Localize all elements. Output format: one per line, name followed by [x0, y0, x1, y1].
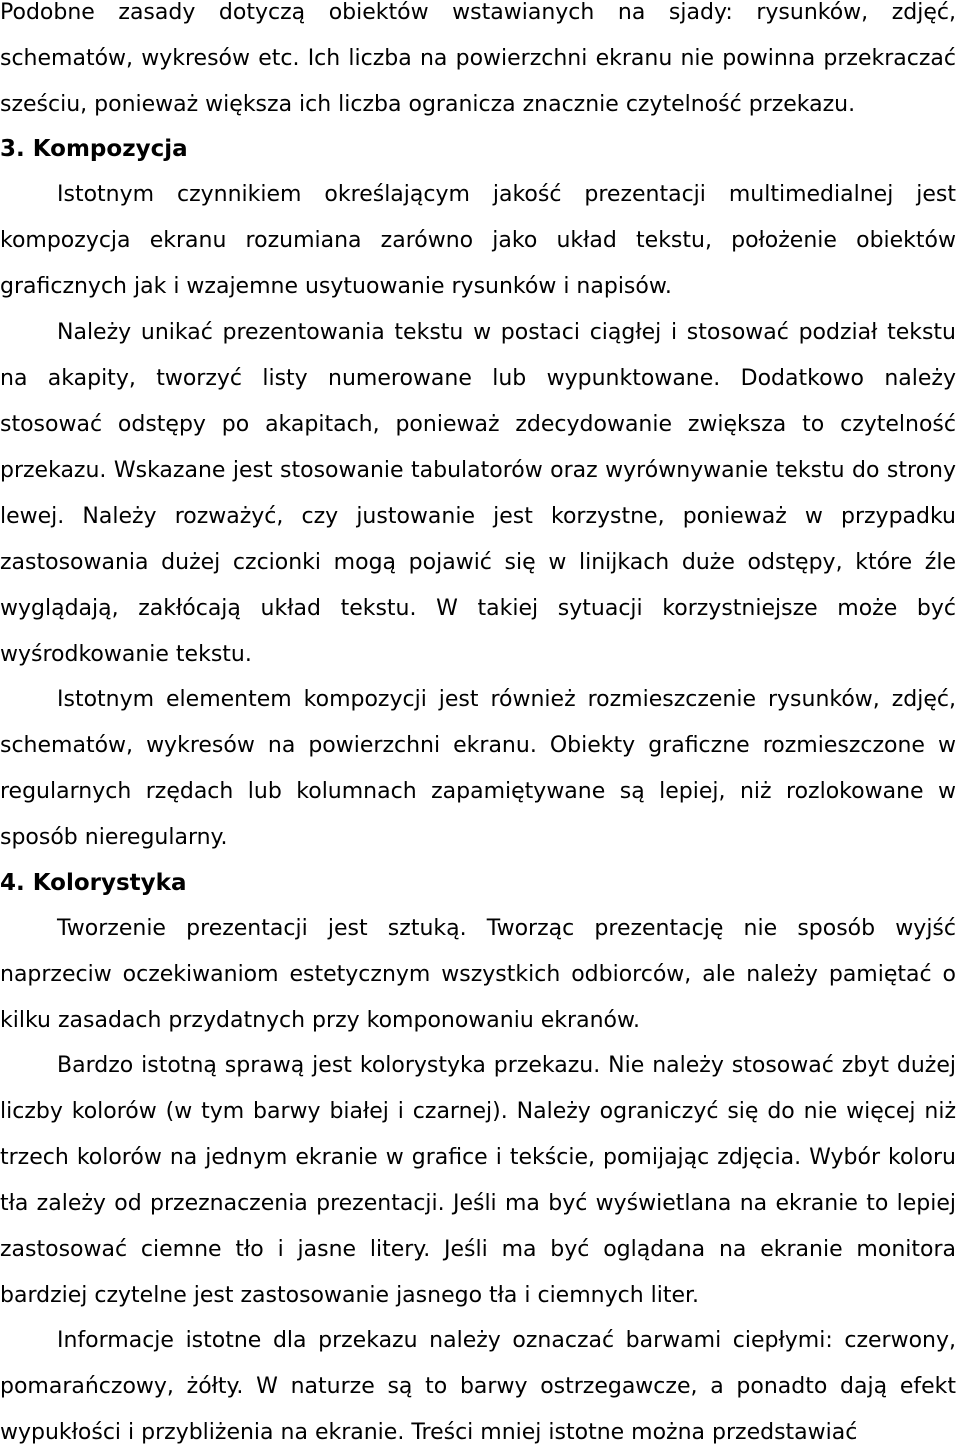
paragraph-kolorystyka-1: Tworzenie prezentacji jest sztuką. Tworząc prezentację nie sposób wyjść naprzeciw oczekiwaniom estetycznym wszystkich odbiorców, ale należy pamiętać o kilku zasadach przydatnych przy komponowaniu ekranów.: [0, 916, 956, 1033]
section-heading-kolorystyka: 4. Kolorystyka: [0, 870, 187, 896]
intro-paragraph: Podobne zasady dotyczą obiektów wstawianych na sjady: rysunków, zdjęć, schematów, wykresów etc. Ich liczba na powierzchni ekranu nie powinna przekraczać sześciu, ponieważ większa ich liczba ogranicza znacznie czytelność przekazu.: [0, 0, 956, 117]
paragraph-kolorystyka-3: Informacje istotne dla przekazu należy oznaczać barwami ciepłymi: czerwony, pomarańczowy, żółty. W naturze są to barwy ostrzegawcze, a ponadto dają efekt wypukłości i przybliżenia na ekranie. Treści mniej istotne można przedstawiać: [0, 1328, 956, 1445]
paragraph-kompozycja-3: Istotnym elementem kompozycji jest również rozmieszczenie rysunków, zdjęć, schematów, wykresów na powierzchni ekranu. Obiekty graficzne rozmieszczone w regularnych rzędach lub kolumnach zapamiętywane są lepiej, niż rozlokowane w sposób nieregularny.: [0, 687, 956, 850]
paragraph-kolorystyka-2: Bardzo istotną sprawą jest kolorystyka przekazu. Nie należy stosować zbyt dużej liczby kolorów (w tym barwy białej i czarnej). Należy ograniczyć się do nie więcej niż trzech kolorów na jednym ekranie w grafice i tekście, pomijając zdjęcia. Wybór koloru tła zależy od przeznaczenia prezentacji. Jeśli ma być wyświetlana na ekranie to lepiej zastosować ciemne tło i jasne litery. Jeśli ma być oglądana na ekranie monitora bardziej czytelne jest zastosowanie jasnego tła i ciemnych liter.: [0, 1053, 956, 1308]
section-heading-kompozycja: 3. Kompozycja: [0, 136, 188, 162]
paragraph-kompozycja-1: Istotnym czynnikiem określającym jakość prezentacji multimedialnej jest kompozycja ekranu rozumiana zarówno jako układ tekstu, położenie obiektów graficznych jak i wzajemne usytuowanie rysunków i napisów.: [0, 182, 956, 299]
paragraph-kompozycja-2: Należy unikać prezentowania tekstu w postaci ciągłej i stosować podział tekstu na akapity, tworzyć listy numerowane lub wypunktowane. Dodatkowo należy stosować odstępy po akapitach, ponieważ zdecydowanie zwiększa to czytelność przekazu. Wskazane jest stosowanie tabulatorów oraz wyrównywanie tekstu do strony lewej. Należy rozważyć, czy justowanie jest korzystne, ponieważ w przypadku zastosowania dużej czcionki mogą pojawić się w linijkach duże odstępy, które źle wyglądają, zakłócają układ tekstu. W takiej sytuacji korzystniejsze może być wyśrodkowanie tekstu.: [0, 320, 956, 667]
